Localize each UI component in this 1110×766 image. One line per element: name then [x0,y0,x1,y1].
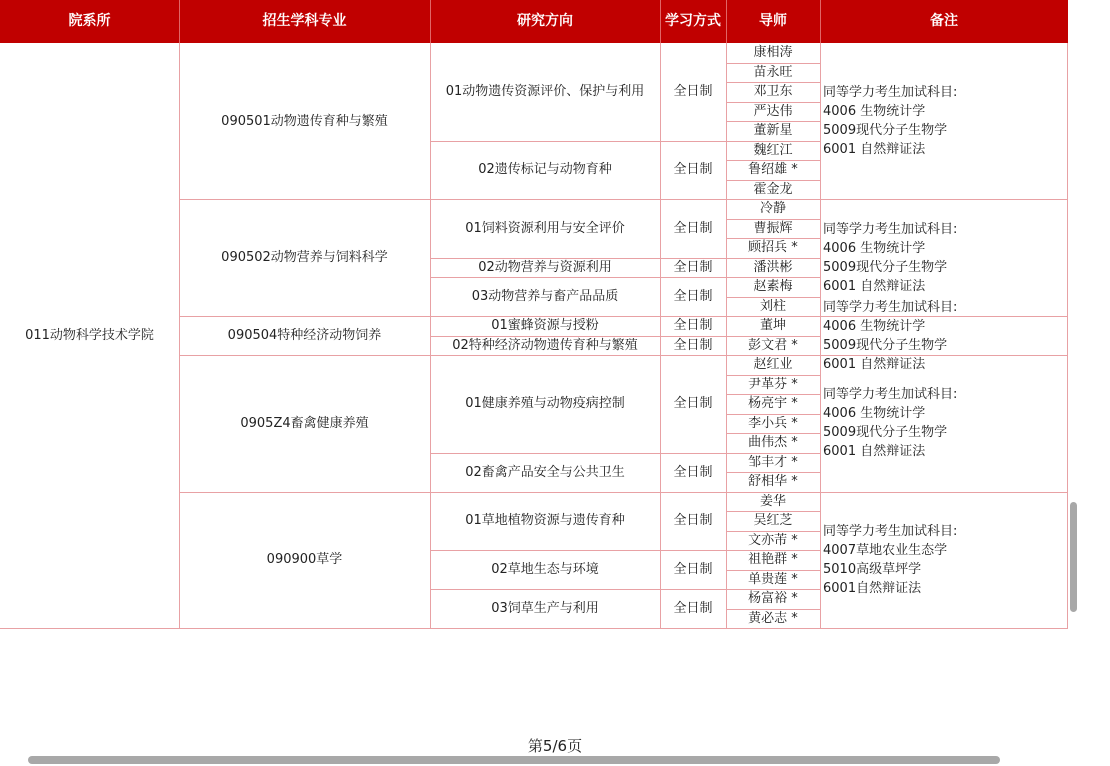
grid-line [726,609,820,610]
remark-line: 4006 生物统计学 [823,240,926,256]
header-study-mode: 学习方式 [660,0,726,43]
remarks-cell [820,43,1068,199]
supervisor-cell: 单贵莲 * [748,571,798,587]
research-direction-cell: 02遗传标记与动物育种 [478,162,612,178]
supervisor-cell: 赵素梅 [753,279,793,295]
grid-line [726,102,820,103]
study-mode-cell: 全日制 [673,162,713,178]
remarks-lines [823,385,957,461]
grid-line [726,375,820,376]
header-divider [660,0,661,43]
remark-line: 同等学力考生加试科目: [823,221,958,237]
grid-line [726,433,820,434]
study-mode-cell: 全日制 [673,259,713,275]
remarks-lines [823,220,957,296]
grid-line [179,355,1068,356]
grid-line [726,238,820,239]
header-divider [179,0,180,43]
supervisor-cell: 李小兵 * [748,415,798,431]
remarks-cell [820,355,1068,492]
supervisor-cell: 冷静 [759,201,786,217]
supervisor-cell: 尹革芬 * [748,376,798,392]
major-cell: 090900草学 [266,552,343,568]
header-major: 招生学科专业 [179,0,430,43]
supervisor-cell: 文亦芾 * [748,532,798,548]
grid-line [430,589,820,590]
supervisor-cell: 顾招兵 * [748,240,798,256]
grid-line [430,141,820,142]
grid-line [726,43,727,628]
grid-line [179,199,1068,200]
supervisor-cell: 吴红芝 [753,513,793,529]
grid-line [430,336,820,337]
major-cell: 090501动物遗传育种与繁殖 [221,113,388,129]
research-direction-cell: 02动物营养与资源利用 [478,259,612,275]
study-mode-cell: 全日制 [673,220,713,236]
header-remarks: 备注 [820,0,1068,43]
supervisor-cell: 康相涛 [753,45,793,61]
remark-line: 6001自然辩证法 [823,580,922,596]
grid-line [0,628,1068,629]
grid-line [179,316,1068,317]
supervisor-cell: 杨富裕 * [748,591,798,607]
header-divider [820,0,821,43]
remarks-lines [823,83,957,159]
grid-line [726,82,820,83]
research-direction-cell: 01蜜蜂资源与授粉 [491,318,599,334]
remark-line: 4006 生物统计学 [823,104,926,119]
grid-line [430,258,820,259]
grid-line [726,121,820,122]
research-direction-cell: 02特种经济动物遗传育种与繁殖 [452,337,638,353]
grid-line [820,43,821,628]
remark-line: 5010高级草坪学 [823,561,922,577]
header-divider [430,0,431,43]
grid-line [726,511,820,512]
grid-line [179,492,1068,493]
supervisor-cell: 董新星 [753,123,793,139]
supervisor-cell: 潘洪彬 [753,259,793,275]
grid-line [726,63,820,64]
grid-line [179,43,180,628]
header-department: 院系所 [0,0,179,43]
remark-line: 5009现代分子生物学 [823,259,948,275]
study-mode-cell: 全日制 [673,396,713,412]
research-direction-cell: 02草地生态与环境 [491,562,599,577]
supervisor-cell: 姜华 [759,493,786,509]
remark-line: 6001 自然辩证法 [823,444,926,460]
research-direction-cell: 03动物营养与畜产品品质 [471,289,619,304]
grid-line [430,550,820,551]
study-mode-cell: 全日制 [673,289,713,304]
study-mode-cell: 全日制 [673,84,713,100]
remark-line: 6001 自然辩证法 [823,278,926,294]
remark-line: 6001 自然辩证法 [823,356,926,372]
grid-line [430,43,431,628]
page-number: 第5/6页 [527,737,583,755]
remark-line: 5009现代分子生物学 [823,425,948,441]
remark-line: 同等学力考生加试科目: [823,523,958,539]
major-cell: 090504特种经济动物饲养 [227,328,382,343]
grid-line [726,570,820,571]
supervisor-cell: 邓卫东 [753,84,793,100]
grid-line [726,472,820,473]
remark-line: 4006 生物统计学 [823,318,926,334]
vertical-scrollbar-thumb[interactable] [1070,502,1077,612]
supervisor-cell: 霍金龙 [753,181,793,197]
major-cell: 0905Z4畜禽健康养殖 [240,415,369,431]
remark-line: 5009现代分子生物学 [823,337,948,353]
research-direction-cell: 01饲料资源利用与安全评价 [465,220,625,236]
study-mode-cell: 全日制 [673,513,713,529]
grid-line [660,43,661,628]
grid-line [726,160,820,161]
remark-line: 同等学力考生加试科目: [823,299,958,315]
study-mode-cell: 全日制 [673,318,713,334]
supervisor-cell: 黄必志 * [748,610,798,626]
supervisor-cell: 鲁绍雄 * [748,162,798,178]
remark-line: 同等学力考生加试科目: [823,85,958,100]
grid-line [430,453,820,454]
supervisor-cell: 曹振辉 [753,220,793,236]
remark-line: 4006 生物统计学 [823,406,926,422]
research-direction-cell: 01草地植物资源与遗传育种 [465,513,625,529]
remarks-cell [820,492,1068,629]
research-direction-cell: 01动物遗传资源评价、保护与利用 [445,84,645,100]
study-mode-cell: 全日制 [673,601,713,616]
header-divider [726,0,727,43]
supervisor-cell: 彭文君 * [748,337,798,353]
research-direction-cell: 03饲草生产与利用 [491,601,599,616]
study-mode-cell: 全日制 [673,337,713,353]
supervisor-cell: 严达伟 [753,103,793,119]
supervisor-cell: 苗永旺 [753,64,793,80]
remarks-cell [820,299,1068,372]
supervisor-cell: 董坤 [759,318,786,334]
header-supervisor: 导师 [726,0,820,43]
major-cell: 090502动物营养与饲料科学 [221,250,388,265]
remark-line: 同等学力考生加试科目: [823,387,958,403]
header-direction: 研究方向 [430,0,660,43]
study-mode-cell: 全日制 [673,464,713,480]
grid-line [726,394,820,395]
college-cell: 011动物科学技术学院 [25,328,154,343]
supervisor-cell: 杨亮宇 * [748,396,798,412]
supervisor-cell: 邹丰才 * [748,454,798,470]
horizontal-scrollbar[interactable] [28,756,1000,764]
supervisor-cell: 曲伟杰 * [748,435,798,451]
grid-line [726,297,820,298]
supervisor-cell: 赵红业 [753,357,793,373]
supervisor-cell: 舒相华 * [748,474,798,490]
research-direction-cell: 01健康养殖与动物疫病控制 [465,396,625,412]
grid-line [430,277,820,278]
supervisor-cell: 魏红江 [753,142,793,158]
grid-line [726,219,820,220]
study-mode-cell: 全日制 [673,562,713,577]
supervisor-cell: 祖艳群 * [748,552,798,568]
grid-line [726,180,820,181]
grid-line [1067,43,1068,628]
remarks-lines [823,522,957,598]
horizontal-scrollbar-thumb[interactable] [28,756,1000,764]
remark-line: 5009现代分子生物学 [823,123,948,138]
remark-line: 6001 自然辩证法 [823,142,926,157]
supervisor-cell: 刘柱 [759,298,786,314]
grid-line [726,531,820,532]
grid-line [726,414,820,415]
remark-line: 4007草地农业生态学 [823,542,948,558]
research-direction-cell: 02畜禽产品安全与公共卫生 [465,464,625,480]
